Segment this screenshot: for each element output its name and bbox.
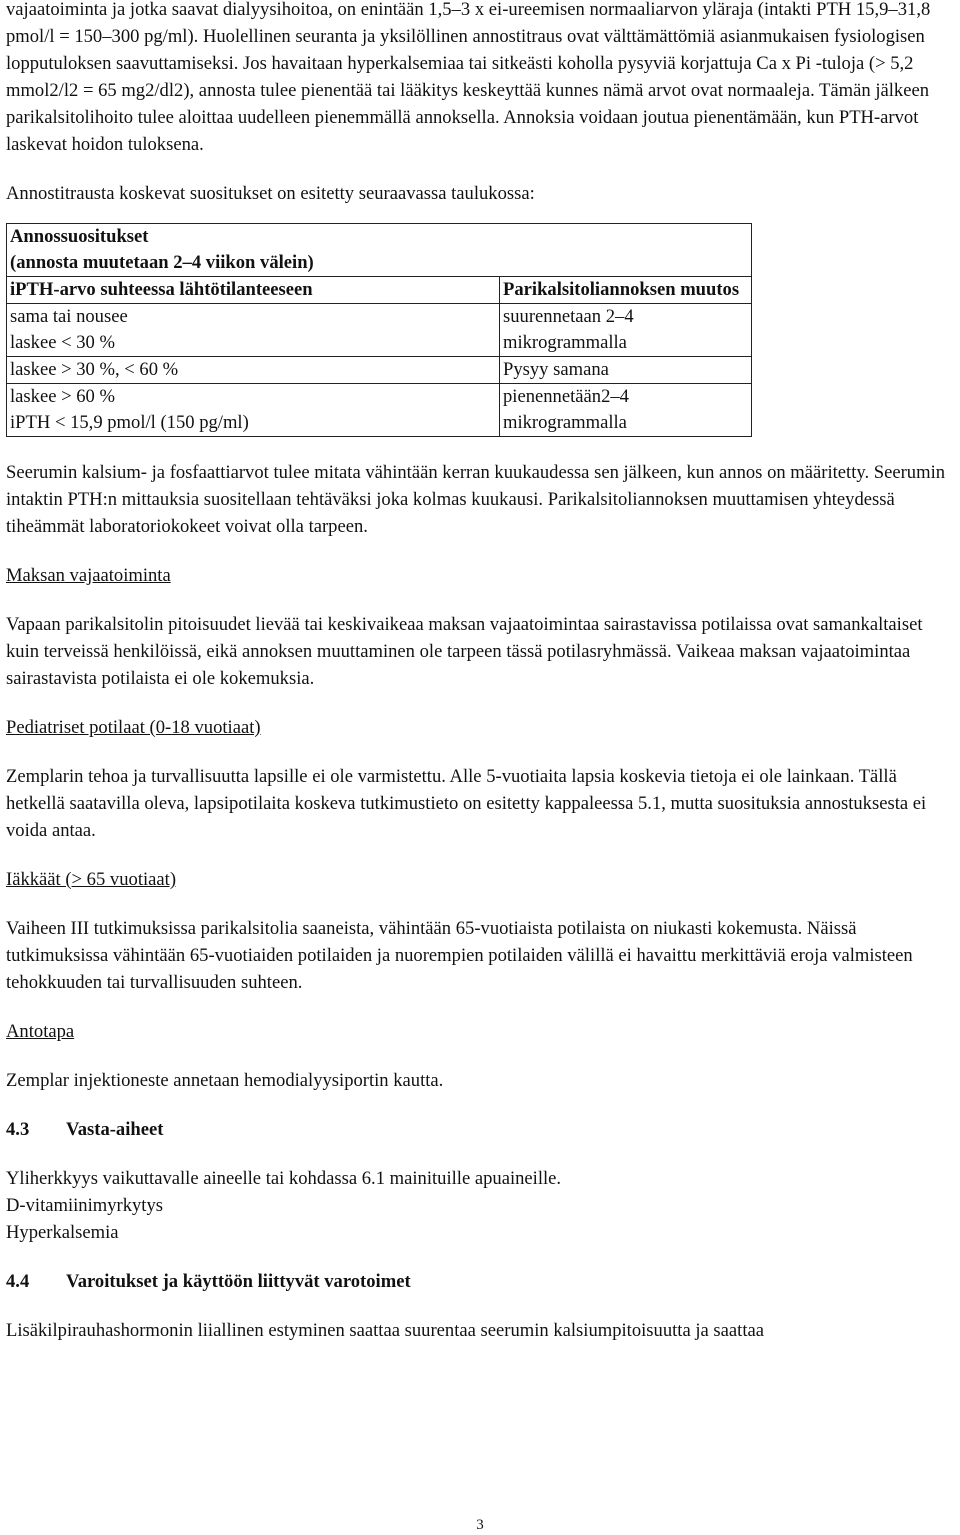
table-title-cell: [7, 224, 752, 277]
cell-text: laskee < 30 %: [10, 332, 115, 353]
section-4-4-heading: [6, 1268, 956, 1295]
cell-text: pienennetään2–4: [503, 386, 629, 407]
liver-heading: Maksan vajaatoiminta: [6, 565, 171, 586]
monitoring-paragraph: Seerumin kalsium- ja fosfaattiarvot tulee mitata vähintään kerran kuukaudessa sen jälkeen, kun annos on määritetty. Seerumin intaktin PTH:n mittauksia suositellaan tehtäväksi joka kolmas kuukausi. Parikalsitoliannoksen muuttamisen yhteydessä tiheämmät laboratoriokokeet voivat olla tarpeen.: [6, 462, 946, 537]
administration-paragraph: Zemplar injektioneste annetaan hemodialyysiportin kautta.: [6, 1070, 444, 1091]
elderly-heading: Iäkkäät (> 65 vuotiaat): [6, 869, 177, 890]
cell-text: mikrogrammalla: [503, 412, 627, 433]
table-title: Annossuositukset: [10, 226, 149, 247]
elderly-paragraph: Vaiheen III tutkimuksissa parikalsitolia saaneista, vähintään 65-vuotiaista potilaista on niukasti kokemusta. Näissä tutkimuksissa vähintään 65-vuotiaiden potilaiden ja nuorempien potilaiden välillä ei havaittu merkittäviä eroja valmisteen tehokkuuden tai turvallisuuden suhteen.: [6, 918, 913, 993]
cell-text: laskee > 60 %: [10, 386, 115, 407]
table-intro-paragraph: Annostitrausta koskevat suositukset on esitetty seuraavassa taulukossa:: [6, 183, 535, 204]
table-cell: [500, 304, 752, 357]
contraindication-line: Hyperkalsemia: [6, 1222, 119, 1243]
dose-recommendation-table: [6, 223, 752, 437]
table-row: [7, 304, 752, 357]
liver-paragraph: Vapaan parikalsitolin pitoisuudet lievää tai keskivaikeaa maksan vajaatoimintaa sairastavissa potilaissa ovat samankaltaiset kuin terveissä henkilöissä, eikä annoksen muuttaminen ole tarpeen tässä potilasryhmässä. Vaikeaa maksan vajaatoimintaa sairastavista potilaista ei ole kokemuksia.: [6, 614, 923, 689]
table-title-row: [7, 224, 752, 277]
table-cell: [7, 304, 500, 357]
section-4-3-heading: [6, 1116, 956, 1143]
table-header-col2: Parikalsitoliannoksen muutos: [500, 277, 752, 304]
cell-text: mikrogrammalla: [503, 332, 627, 353]
document-page: [6, 0, 956, 1344]
table-cell: Pysyy samana: [500, 357, 752, 384]
pediatric-paragraph: Zemplarin tehoa ja turvallisuutta lapsille ei ole varmistettu. Alle 5-vuotiaita lapsia koskevia tietoja ei ole lainkaan. Tällä hetkellä saatavilla oleva, lapsipotilaita koskeva tutkimustieto on esitetty kappaleessa 5.1, mutta suosituksia annostuksesta ei voida antaa.: [6, 766, 927, 841]
table-cell: [500, 384, 752, 437]
table-cell: [7, 384, 500, 437]
table-cell: laskee > 30 %, < 60 %: [7, 357, 500, 384]
section-title: Vasta-aiheet: [66, 1119, 164, 1140]
cell-text: sama tai nousee: [10, 306, 128, 327]
cell-text: iPTH < 15,9 pmol/l (150 pg/ml): [10, 412, 249, 433]
table-header-row: [7, 277, 752, 304]
section-number: 4.3: [6, 1119, 30, 1140]
cell-text: suurennetaan 2–4: [503, 306, 634, 327]
page-number: 3: [476, 1517, 484, 1533]
contraindication-line: Yliherkkyys vaikuttavalle aineelle tai kohdassa 6.1 mainituille apuaineille.: [6, 1168, 562, 1189]
contraindication-line: D-vitamiinimyrkytys: [6, 1195, 164, 1216]
table-header-col1: iPTH-arvo suhteessa lähtötilanteeseen: [7, 277, 500, 304]
administration-heading: Antotapa: [6, 1021, 75, 1042]
warnings-paragraph: Lisäkilpirauhashormonin liiallinen estyminen saattaa suurentaa seerumin kalsiumpitoisuutta ja saattaa: [6, 1320, 765, 1341]
table-subtitle: (annosta muutetaan 2–4 viikon välein): [10, 252, 314, 273]
pediatric-heading: Pediatriset potilaat (0-18 vuotiaat): [6, 717, 261, 738]
intro-paragraph: vajaatoiminta ja jotka saavat dialyysihoitoa, on enintään 1,5–3 x ei-ureemisen normaaliarvon yläraja (intakti PTH 15,9–31,8 pmol/l = 150–300 pg/ml). Huolellinen seuranta ja yksilöllinen annostitraus ovat välttämättömiä asianmukaisen fysiologisen lopputuloksen saavuttamiseksi. Jos havaitaan hyperkalsemiaa tai sitkeästi koholla pysyviä korjattuja Ca x Pi -tuloja (> 5,2 mmol2/l2 = 65 mg2/dl2), annosta tulee pienentää tai lääkitys keskeyttää kunnes nämä arvot ovat normaaleja. Tämän jälkeen parikalsitolihoito tulee aloittaa uudelleen pienemmällä annoksella. Annoksia voidaan joutua pienentämään, kun PTH-arvot laskevat hoidon tuloksena.: [6, 0, 931, 155]
table-row: [7, 384, 752, 437]
section-number: 4.4: [6, 1271, 30, 1292]
table-row: [7, 357, 752, 384]
section-title: Varoitukset ja käyttöön liittyvät varotoimet: [66, 1271, 411, 1292]
